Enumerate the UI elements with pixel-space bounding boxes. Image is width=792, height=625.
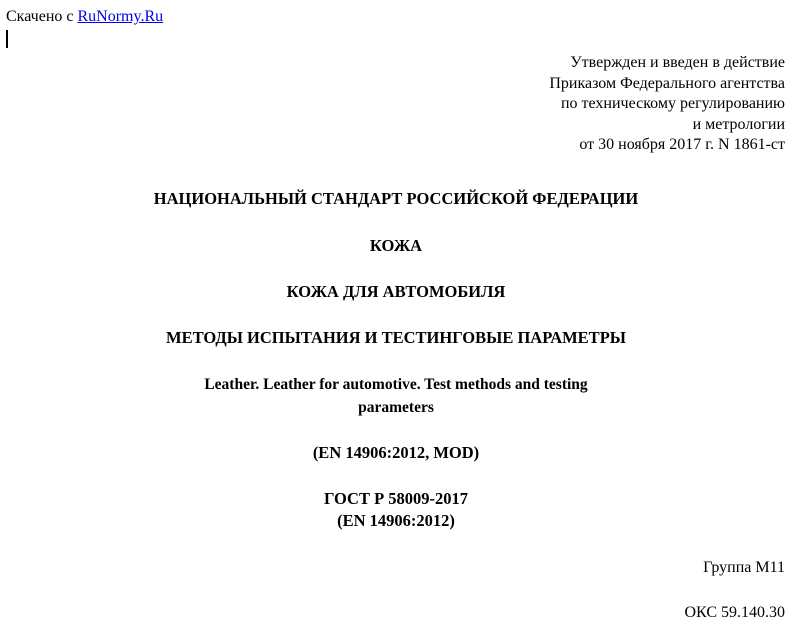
- gost-number: ГОСТ Р 58009-2017: [323, 489, 469, 508]
- english-title-line-1: Leather. Leather for automotive. Test methods and testing: [204, 376, 588, 393]
- approval-block: [549, 53, 785, 156]
- subtitle-heading: КОЖА ДЛЯ АВТОМОБИЛЯ: [286, 282, 506, 301]
- gost-en-reference: (EN 14906:2012): [337, 511, 455, 530]
- approval-line: по техническому регулированию: [560, 95, 785, 112]
- approval-line: и метрологии: [692, 115, 785, 133]
- methods-heading: МЕТОДЫ ИСПЫТАНИЯ И ТЕСТИНГОВЫЕ ПАРАМЕТРЫ: [166, 328, 626, 347]
- runormy-link[interactable]: RuNormy.Ru: [77, 8, 164, 25]
- download-source-prefix: Скачено с: [6, 8, 78, 25]
- en-reference: (EN 14906:2012, MOD): [312, 443, 480, 462]
- download-source-line: [6, 7, 163, 26]
- oks-code: ОКС 59.140.30: [684, 604, 785, 621]
- approval-line: Приказом Федерального агентства: [549, 74, 785, 92]
- english-title-line-2: parameters: [358, 399, 434, 416]
- national-standard-heading: НАЦИОНАЛЬНЫЙ СТАНДАРТ РОССИЙСКОЙ ФЕДЕРАЦИИ: [153, 189, 639, 208]
- text-cursor: [6, 30, 8, 48]
- group-code: Группа М11: [703, 559, 785, 576]
- subject-heading: КОЖА: [369, 236, 423, 255]
- approval-line: Утвержден и введен в действие: [570, 54, 785, 71]
- approval-line: от 30 ноября 2017 г. N 1861-ст: [579, 136, 785, 153]
